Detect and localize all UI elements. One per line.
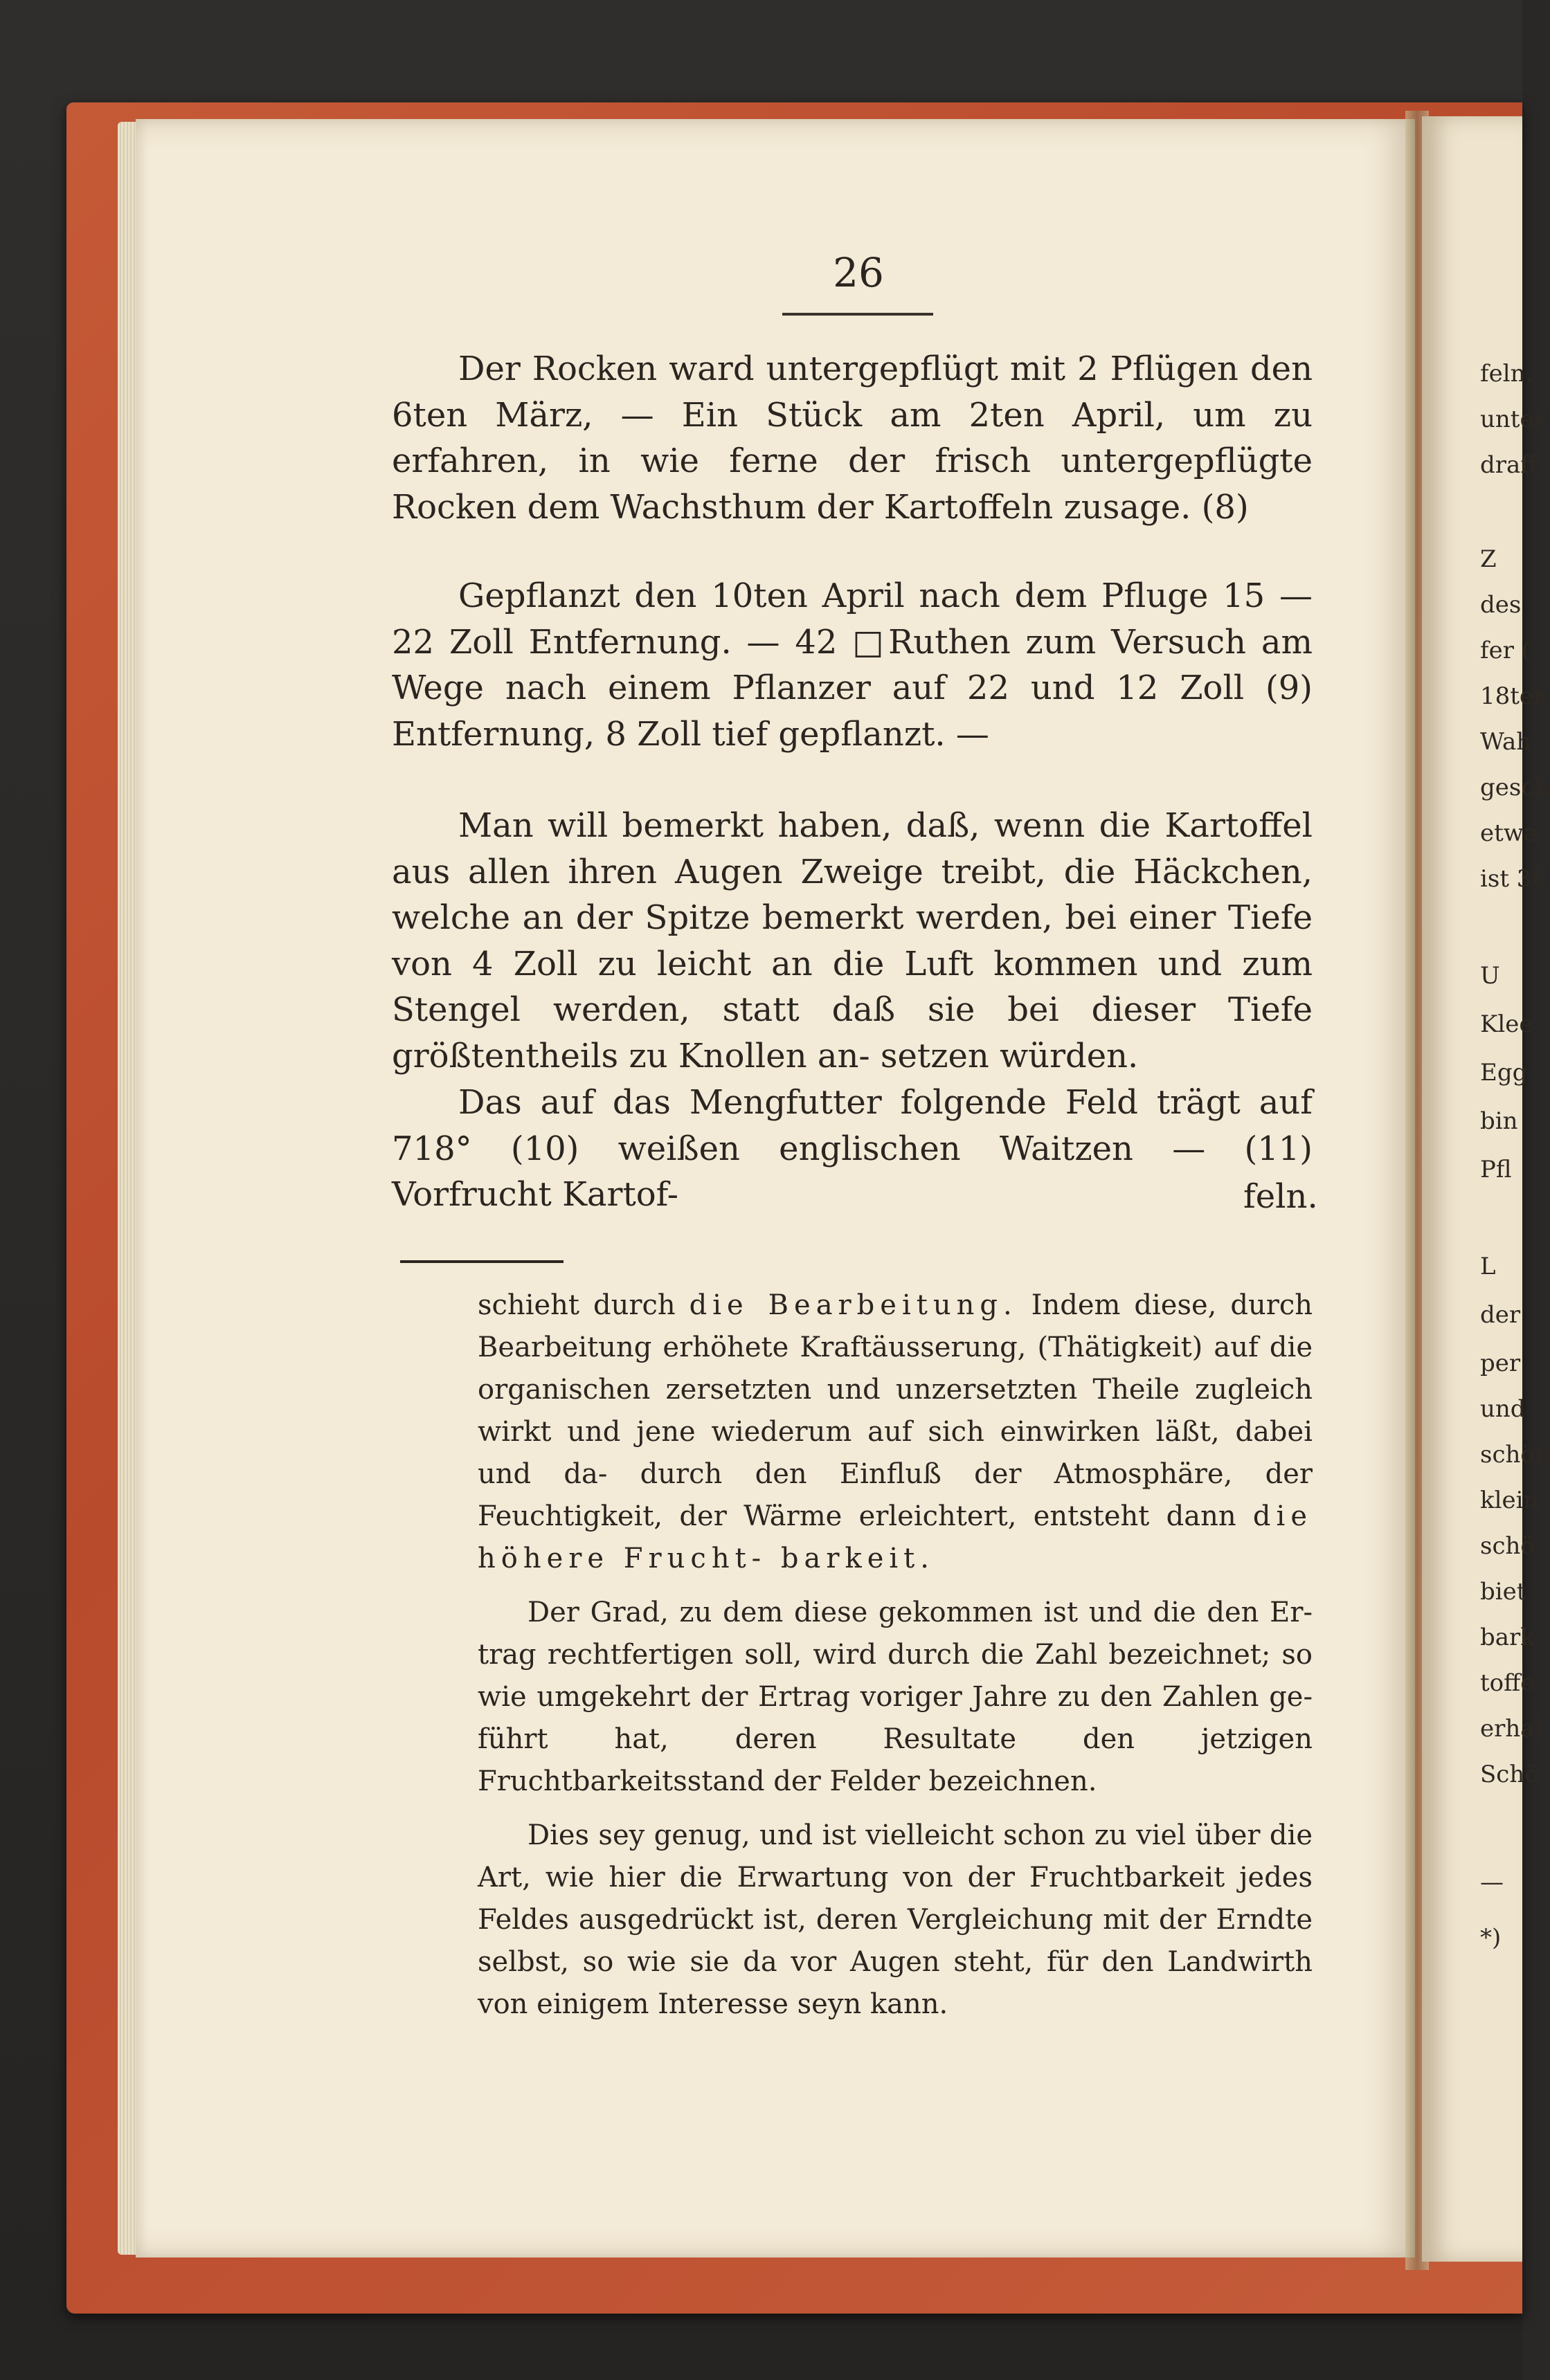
facing-page-fragment: Klee xyxy=(1480,1010,1533,1038)
paragraph-4-end: feln. xyxy=(1243,1177,1318,1216)
paragraph-1: Der Rocken ward untergepflügt mit 2 Pflügen den 6ten März, — Ein Stück am 2ten April, um zu erfahren, in wie ferne der frisch untergepflügte Rocken dem Wachsthum der Kartoffeln zusage. (8) xyxy=(392,349,1313,527)
paragraph-2: Gepflanzt den 10ten April nach dem Pfluge 15 — 22 Zoll Entfernung. — 42 □Ruthen zum Versuch am Wege nach einem Pflanzer auf 22 und 12 Zoll (9) Entfernung, 8 Zoll tief gepflanzt. — xyxy=(392,576,1313,754)
facing-page-fragment: ist 36 xyxy=(1480,865,1547,893)
facing-page-fragment: biet xyxy=(1480,1578,1526,1606)
footnote-paragraph-3: Dies sey genug, und ist vielleicht schon zu viel über die Art, wie hier die Erwartung von der Fruchtbarkeit jedes Feldes ausgedrückt ist, deren Vergleichung mit der Erndte selbst, so wie sie da vor Augen steht, für den Landwirth von einigem Interesse seyn kann. xyxy=(478,1819,1313,2020)
facing-page-fragment: des xyxy=(1480,591,1522,619)
footnote-text: Indem diese, durch Bearbeitung erhöhete Kraftäusserung, (Thätigkeit) auf die organischen zersetzten und unzersetzten Theile zugleich wirkt und jene wiederum auf sich einwirken läßt, dabei und da- durch den Einfluß der Atmosphäre, der Feuchtigkeit, der Wärme erleichtert, entsteht dann xyxy=(478,1289,1313,1532)
facing-page-fragment: per xyxy=(1480,1350,1521,1377)
facing-page-fragment: — xyxy=(1480,1869,1504,1896)
facing-page-fragment: bark xyxy=(1480,1624,1535,1651)
facing-page-fragment: *) xyxy=(1480,1924,1502,1952)
facing-page-fragment: bin xyxy=(1480,1107,1518,1135)
facing-page-fragment: etwa xyxy=(1480,819,1538,847)
header-rule xyxy=(782,313,933,316)
facing-page xyxy=(1422,116,1522,2262)
footnote-emphasis: die Bearbeitung. xyxy=(689,1289,1018,1321)
facing-page-fragment: feln. xyxy=(1480,360,1533,388)
facing-page-fragment: gesch xyxy=(1480,774,1550,801)
facing-page-fragment: erhal xyxy=(1480,1715,1542,1743)
footnote-paragraph-1 xyxy=(478,1284,1313,1580)
facing-page-fragment: der xyxy=(1480,1301,1521,1329)
footnote-emphasis: die höhere Frucht- barkeit. xyxy=(478,1500,1313,1574)
facing-page-fragment: Egg xyxy=(1480,1059,1528,1087)
footnote-text: schieht durch xyxy=(478,1289,690,1321)
facing-page-fragment: toffe xyxy=(1480,1669,1535,1697)
facing-page-fragment: schön xyxy=(1480,1441,1550,1469)
facing-page-fragment: klein xyxy=(1480,1487,1539,1514)
facing-page-fragment: schö xyxy=(1480,1532,1535,1560)
facing-page-fragment: Z xyxy=(1480,545,1497,573)
paragraph-3: Man will bemerkt haben, daß, wenn die Kartoffel aus allen ihren Augen Zweige treibt, die Häckchen, welche an der Spitze bemerkt werden, bei einer Tiefe von 4 Zoll zu leicht an die Luft kommen und zum Stengel werden, statt daß sie bei dieser Tiefe größtentheils zu Knollen an- setzen würden. xyxy=(392,806,1313,1075)
page-number: 26 xyxy=(833,249,884,296)
footnote-rule xyxy=(400,1260,564,1263)
facing-page-fragment: fer ( xyxy=(1480,637,1531,664)
facing-page-fragment: und xyxy=(1480,1395,1526,1423)
facing-page-fragment: Wah xyxy=(1480,728,1532,756)
footnote-paragraph-2: Der Grad, zu dem diese gekommen ist und die den Er- trag rechtfertigen soll, wird durch die Zahl bezeichnet; so wie umgekehrt der Ertrag voriger Jahre zu den Zahlen ge- führt hat, deren Resultate den jetzigen Fruchtbarkeitsstand der Felder bezeichnen. xyxy=(478,1597,1313,1797)
facing-page-fragment: Schö xyxy=(1480,1761,1539,1788)
facing-page-fragment: draff xyxy=(1480,451,1538,479)
facing-page-fragment: 18ten xyxy=(1480,682,1549,710)
facing-page-fragment: L xyxy=(1480,1253,1496,1280)
paragraph-4: Das auf das Mengfutter folgende Feld trägt auf 718° (10) weißen englischen Waitzen — (11) Vorfrucht Kartof- xyxy=(392,1083,1313,1214)
facing-page-fragment: unter xyxy=(1480,406,1545,433)
facing-page-fragment: Pfl xyxy=(1480,1156,1512,1183)
facing-page-fragment: U xyxy=(1480,962,1500,990)
